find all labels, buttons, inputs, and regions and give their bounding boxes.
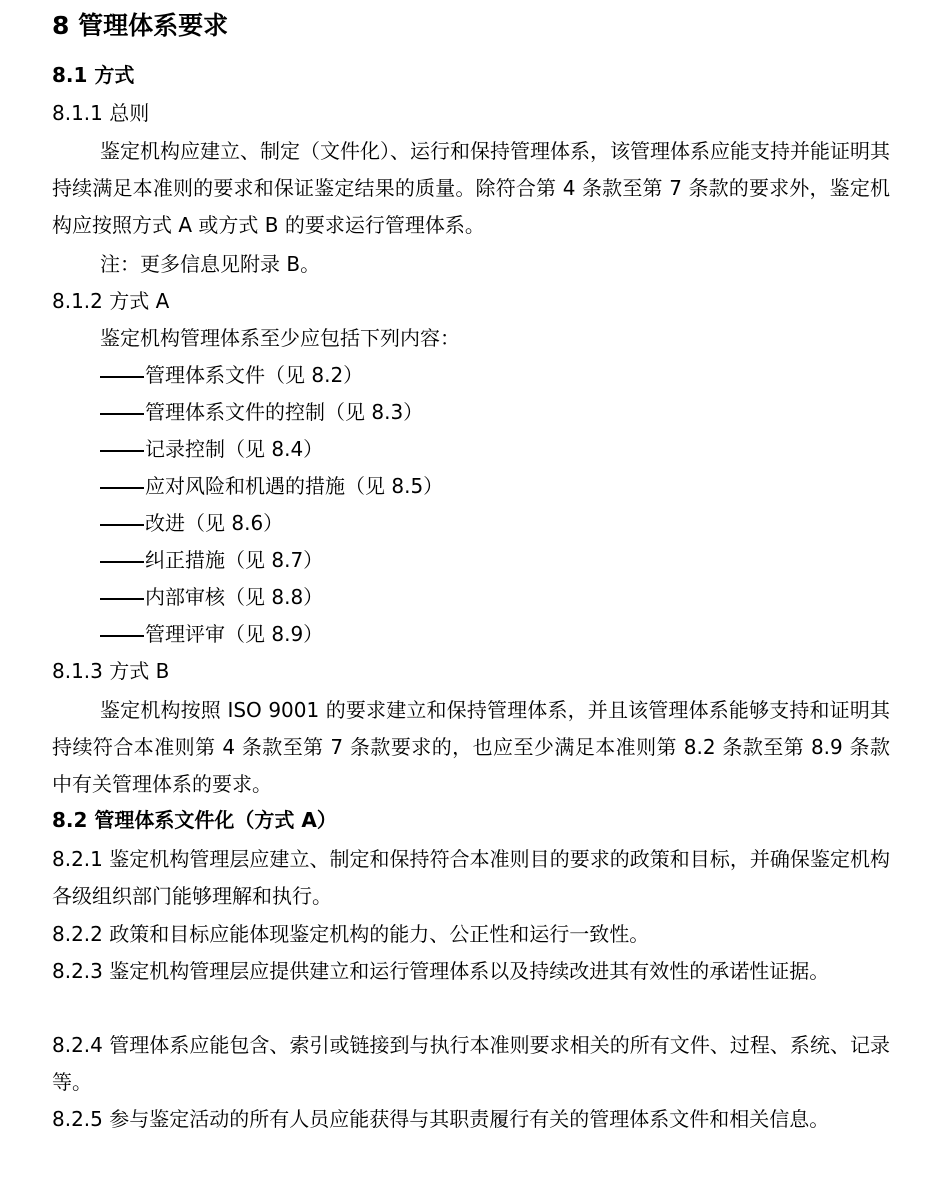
clause-8-1-2-intro: 鉴定机构管理体系至少应包括下列内容： <box>100 326 460 350</box>
clause-8-1-3-title: 8.1.3 方式 B <box>52 659 170 683</box>
subsection-8-2-title: 8.2 管理体系文件化（方式 A） <box>52 808 337 832</box>
section-heading: 8 管理体系要求 <box>52 11 229 40</box>
em-dash <box>100 413 144 415</box>
clause-8-1-1-paragraph: 鉴定机构应建立、制定（文件化）、运行和保持管理体系，该管理体系应能支持并能证明其持续满足本准则的要求和保证鉴定结果的质量。除符合第 4 条款至第 7 条款的要求外，鉴定机构应按照方式 A 或方式 B 的要求运行管理体系。 <box>52 139 890 237</box>
list-item: 改进（见 8.6） <box>100 508 283 538</box>
clause-8-1-2-title: 8.1.2 方式 A <box>52 289 170 313</box>
list-item: 应对风险和机遇的措施（见 8.5） <box>100 471 443 501</box>
clause-8-2-3: 8.2.3 鉴定机构管理层应提供建立和运行管理体系以及持续改进其有效性的承诺性证据。 <box>52 959 830 983</box>
list-item: 纠正措施（见 8.7） <box>100 545 323 575</box>
list-item: 内部审核（见 8.8） <box>100 582 323 612</box>
clause-8-2-5: 8.2.5 参与鉴定活动的所有人员应能获得与其职责履行有关的管理体系文件和相关信息。 <box>52 1107 830 1131</box>
note-text: 注：更多信息见附录 B。 <box>100 252 321 276</box>
em-dash <box>100 561 144 563</box>
em-dash <box>100 376 144 378</box>
list-item: 管理体系文件的控制（见 8.3） <box>100 397 423 427</box>
clause-8-1-3-paragraph: 鉴定机构按照 ISO 9001 的要求建立和保持管理体系，并且该管理体系能够支持和证明其持续符合本准则第 4 条款至第 7 条款要求的，也应至少满足本准则第 8.2 条款至第 8.9 条款中有关管理体系的要求。 <box>52 698 890 796</box>
clause-8-2-2: 8.2.2 政策和目标应能体现鉴定机构的能力、公正性和运行一致性。 <box>52 922 650 946</box>
subsection-8-1-title: 8.1 方式 <box>52 63 135 87</box>
clause-8-2-4: 8.2.4 管理体系应能包含、索引或链接到与执行本准则要求相关的所有文件、过程、系统、记录等。 <box>52 1033 890 1094</box>
em-dash <box>100 598 144 600</box>
em-dash <box>100 635 144 637</box>
clause-8-1-1-title: 8.1.1 总则 <box>52 101 150 125</box>
list-item: 管理体系文件（见 8.2） <box>100 360 363 390</box>
em-dash <box>100 487 144 489</box>
em-dash <box>100 450 144 452</box>
list-item: 管理评审（见 8.9） <box>100 619 323 649</box>
list-item: 记录控制（见 8.4） <box>100 434 323 464</box>
clause-8-2-1: 8.2.1 鉴定机构管理层应建立、制定和保持符合本准则目的要求的政策和目标，并确保鉴定机构各级组织部门能够理解和执行。 <box>52 847 890 908</box>
em-dash <box>100 524 144 526</box>
